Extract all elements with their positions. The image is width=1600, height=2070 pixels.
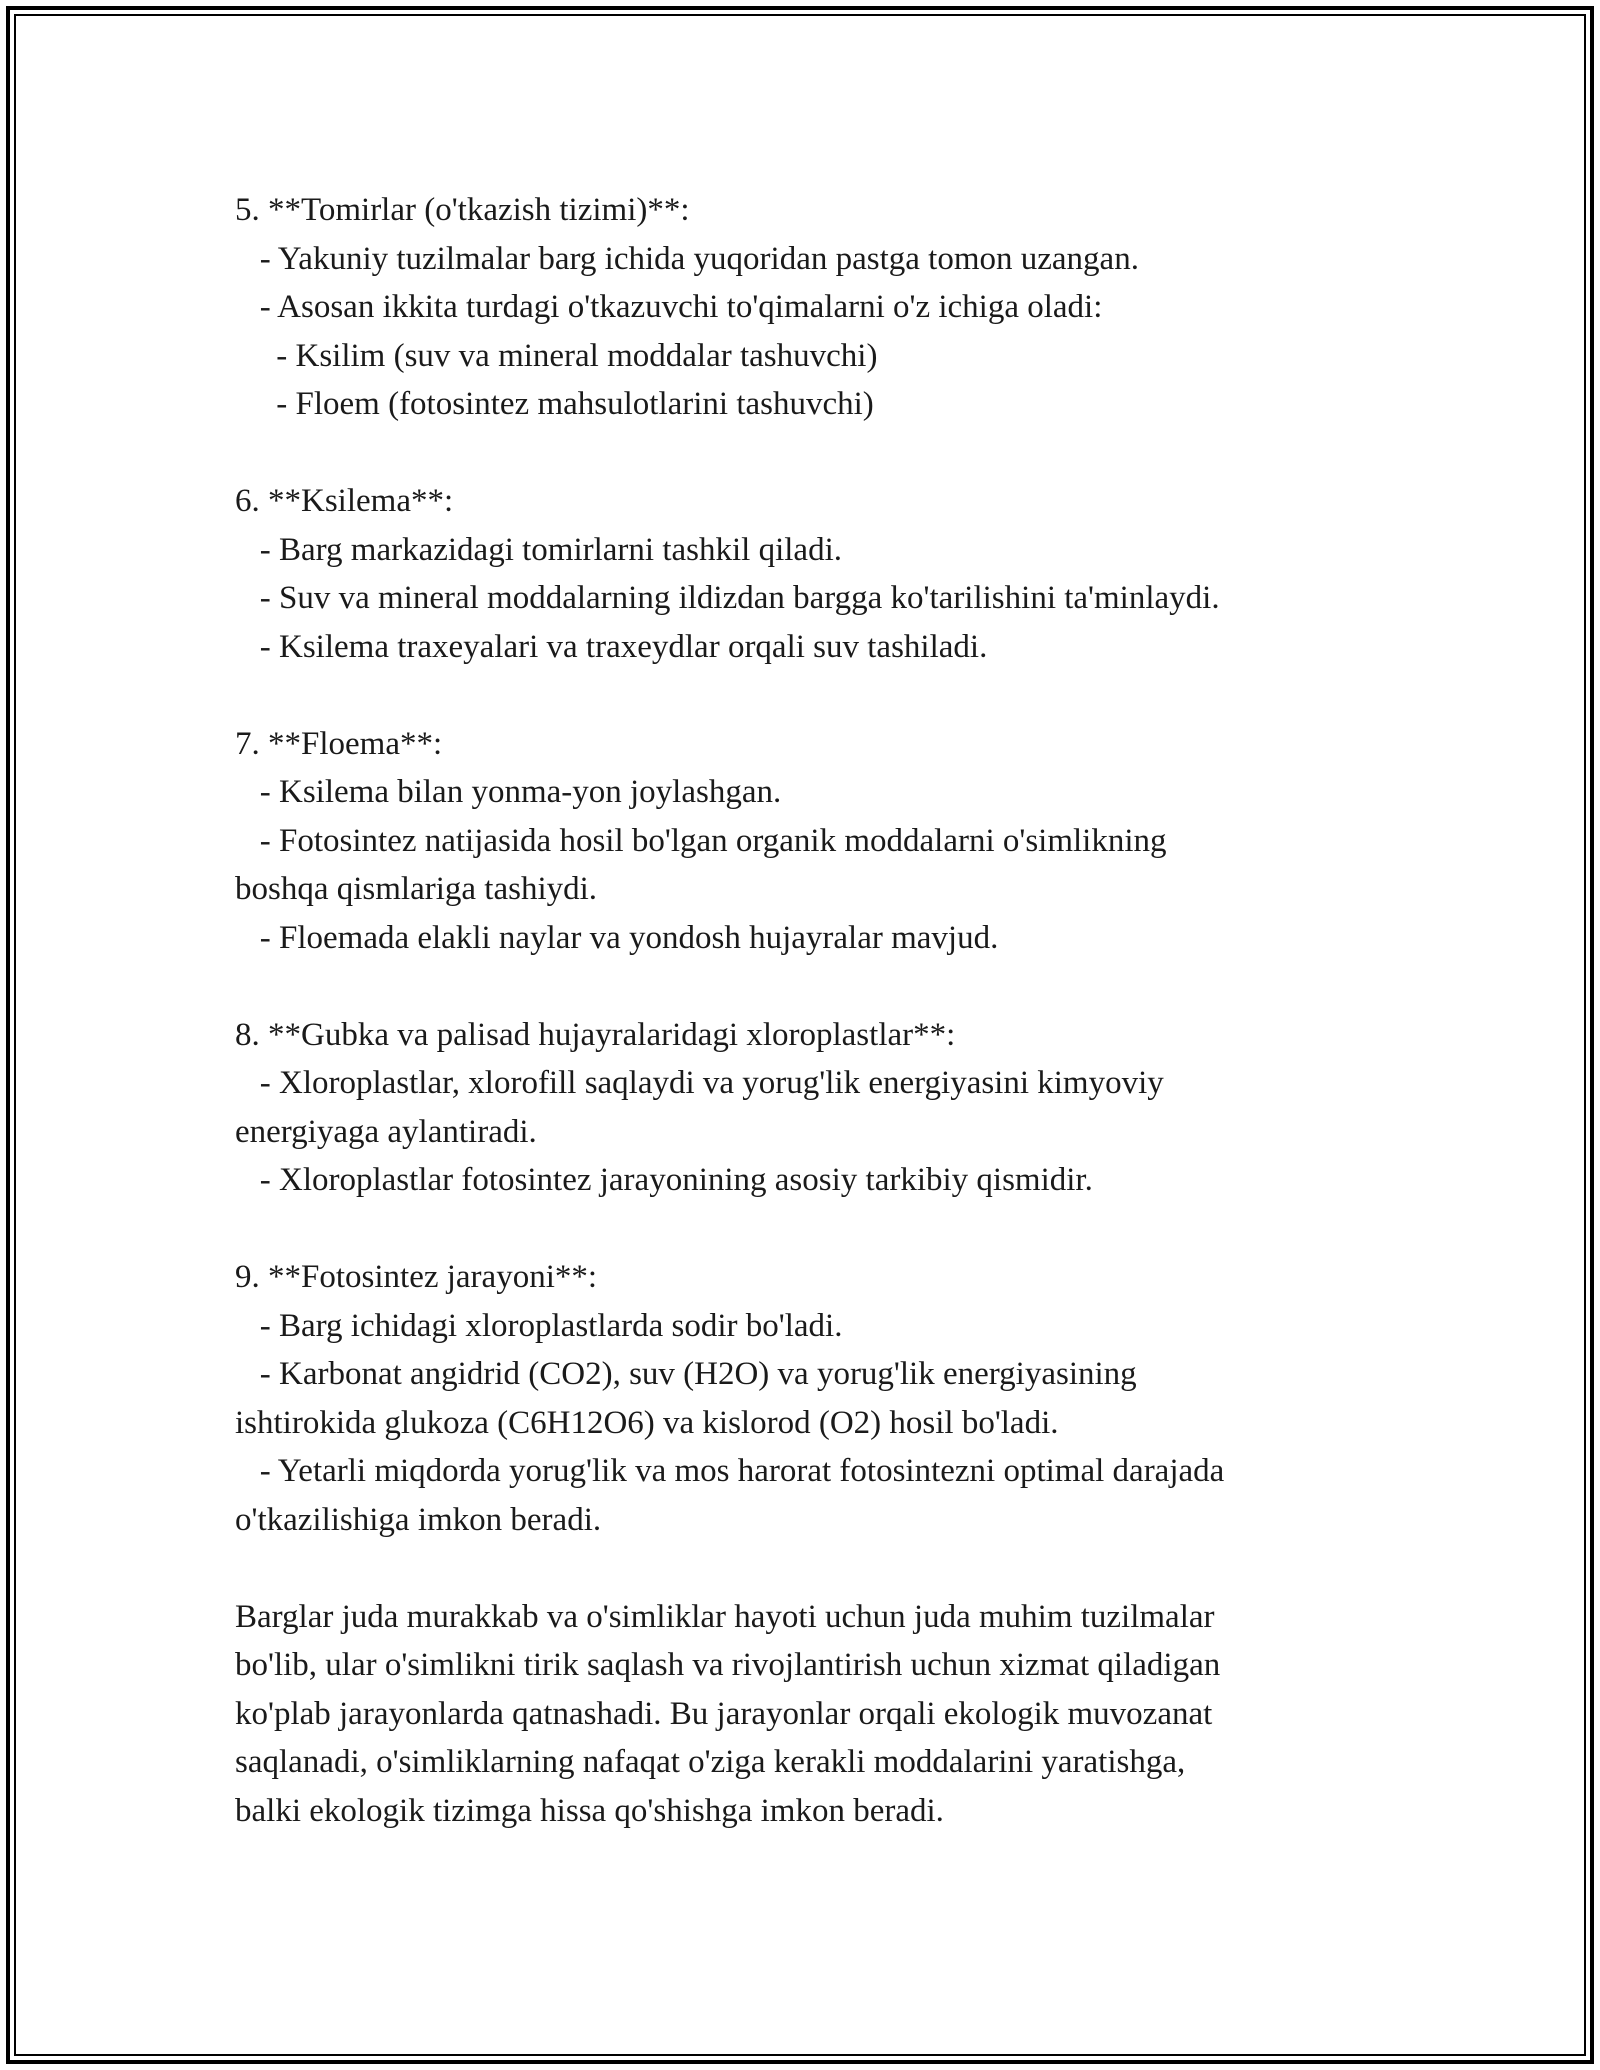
spacer (235, 1544, 1375, 1593)
text-line: - Xloroplastlar fotosintez jarayonining asosiy tarkibiy qismidir. (235, 1162, 1093, 1198)
text-line: ishtirokida glukoza (C6H12O6) va kislorod (O2) hosil bo'ladi. (235, 1404, 1059, 1441)
text-line: - Ksilim (suv va mineral moddalar tashuvchi) (235, 337, 878, 374)
text-line: bo'lib, ular o'simlikni tirik saqlash va rivojlantirish uchun xizmat qiladigan (235, 1647, 1221, 1683)
text-line: ko'plab jarayonlarda qatnashadi. Bu jarayonlar orqali ekologik muvozanat (235, 1695, 1213, 1732)
section-tomirlar (235, 186, 1375, 429)
text-line: - Ksilema bilan yonma-yon joylashgan. (235, 774, 782, 810)
text-line: - Yakuniy tuzilmalar barg ichida yuqoridan pastga tomon uzangan. (235, 240, 1139, 277)
text-line: saqlanadi, o'simliklarning nafaqat o'ziga kerakli moddalarini yaratishga, (235, 1744, 1186, 1780)
spacer (235, 1205, 1375, 1254)
text-line: - Barg markazidagi tomirlarni tashkil qiladi. (235, 531, 842, 568)
section-heading: 6. **Ksilema**: (235, 483, 454, 519)
section-floema (235, 720, 1375, 963)
text-line: Barglar juda murakkab va o'simliklar hayoti uchun juda muhim tuzilmalar (235, 1598, 1215, 1635)
text-line: - Ksilema traxeyalari va traxeydlar orqali suv tashiladi. (235, 628, 988, 665)
text-line: - Floem (fotosintez mahsulotlarini tashuvchi) (235, 386, 874, 422)
section-heading: 8. **Gubka va palisad hujayralaridagi xloroplastlar**: (235, 1016, 956, 1053)
text-line: o'tkazilishiga imkon beradi. (235, 1501, 602, 1538)
text-line: - Floemada elakli naylar va yondosh hujayralar mavjud. (235, 919, 999, 956)
spacer (235, 429, 1375, 478)
text-line: - Barg ichidagi xloroplastlarda sodir bo'ladi. (235, 1307, 843, 1344)
spacer (235, 962, 1375, 1011)
text-line: - Xloroplastlar, xlorofill saqlaydi va yorug'lik energiyasini kimyoviy (235, 1065, 1164, 1101)
spacer (235, 671, 1375, 720)
text-line: boshqa qismlariga tashiydi. (235, 871, 598, 907)
text-line: - Yetarli miqdorda yorug'lik va mos harorat fotosintezni optimal darajada (235, 1453, 1225, 1489)
conclusion-paragraph (235, 1593, 1375, 1836)
document-body (235, 186, 1375, 1835)
section-xloroplastlar (235, 1011, 1375, 1205)
text-line: balki ekologik tizimga hissa qo'shishga imkon beradi. (235, 1792, 944, 1829)
section-heading: 5. **Tomirlar (o'tkazish tizimi)**: (235, 192, 690, 228)
text-line: - Asosan ikkita turdagi o'tkazuvchi to'qimalarni o'z ichiga oladi: (235, 289, 1103, 325)
section-ksilema (235, 477, 1375, 671)
text-line: - Suv va mineral moddalarning ildizdan bargga ko'tarilishini ta'minlaydi. (235, 580, 1220, 616)
text-line: energiyaga aylantiradi. (235, 1113, 537, 1150)
text-line: - Karbonat angidrid (CO2), suv (H2O) va yorug'lik energiyasining (235, 1356, 1137, 1392)
text-line: - Fotosintez natijasida hosil bo'lgan organik moddalarni o'simlikning (235, 822, 1167, 859)
section-fotosintez (235, 1253, 1375, 1544)
section-heading: 9. **Fotosintez jarayoni**: (235, 1259, 598, 1295)
section-heading: 7. **Floema**: (235, 725, 443, 762)
